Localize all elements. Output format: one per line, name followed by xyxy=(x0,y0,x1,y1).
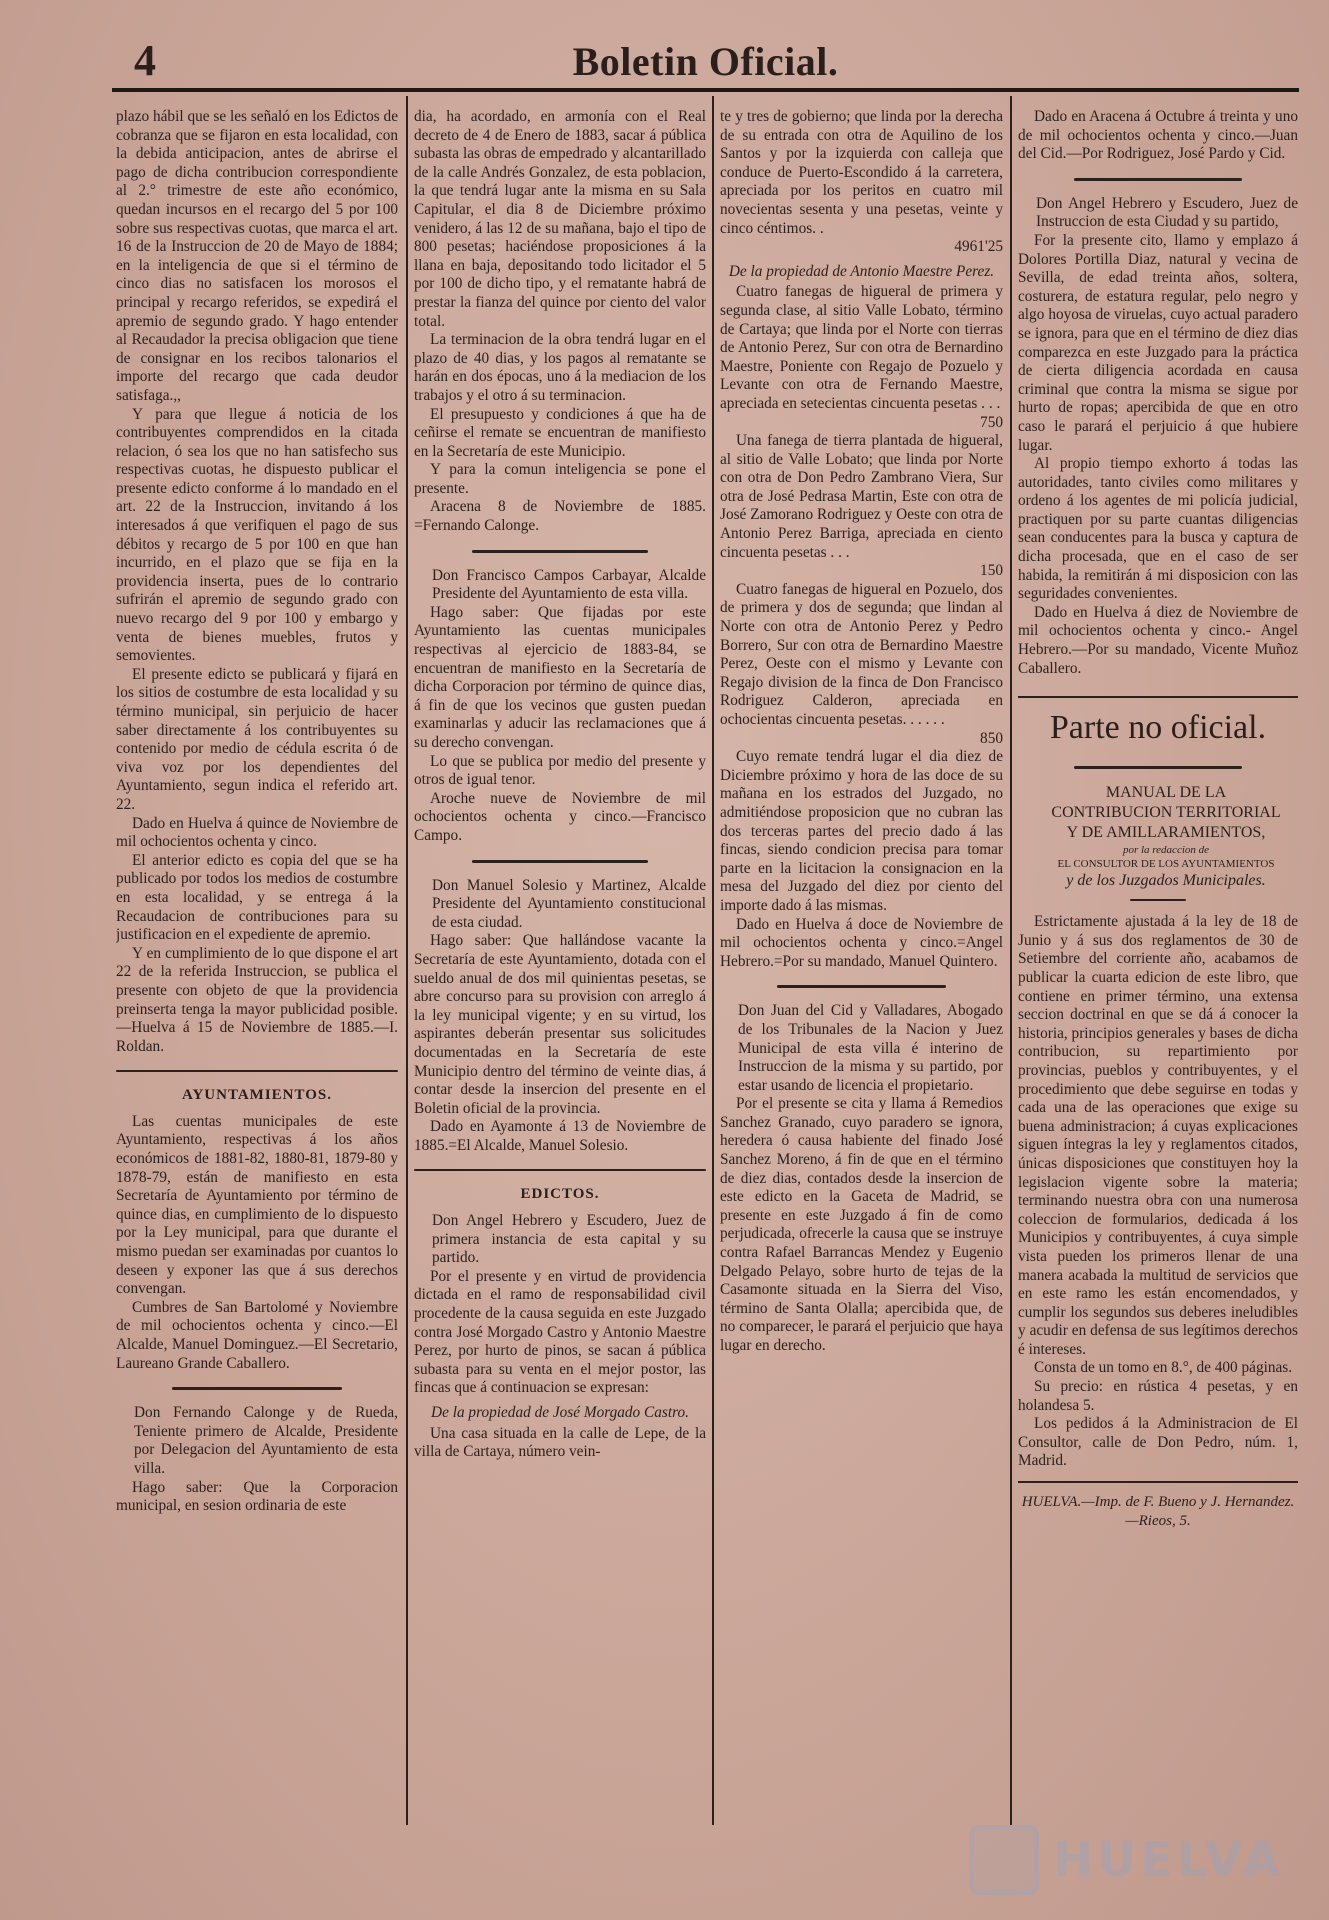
paragraph: La terminacion de la obra tendrá lugar en el plazo de 40 dias, y los pagos al rematante se harán en dos épocas, uno á la mediacion de los trabajos y el otro á su terminacion. xyxy=(414,331,706,404)
paragraph: Una fanega de tierra plantada de higueral, al sitio de Valle Lobato; que linda por Norte con otra de Don Pedro Zambrano Viera, Sur otra de José Pedrasa Martin, Este con otra de José Zamorano Rodriguez y Oeste con otra de Antonio Perez Barriga, apreciada en ciento cincuenta pesetas . . . xyxy=(720,432,1003,561)
archive-watermark xyxy=(969,1820,1309,1900)
section-rule xyxy=(1018,696,1298,698)
section-heading-edictos: EDICTOS. xyxy=(520,1186,600,1203)
amount: 850 xyxy=(980,729,1003,747)
masthead-title: Boletin Oficial. xyxy=(572,39,839,84)
section-rule xyxy=(116,1070,398,1072)
separator xyxy=(472,550,647,553)
paragraph: Los pedidos á la Administracion de El Consultor, calle de Don Pedro, núm. 1, Madrid. xyxy=(1018,1415,1298,1470)
amount: 750 xyxy=(980,413,1003,431)
header-rule xyxy=(112,88,1299,92)
manual-subtitle: por la redaccion de xyxy=(1122,844,1210,857)
paragraph: Por el presente y en virtud de providencia dictada en el ramo de responsabilidad civil procedente de la causa seguida en este Juzgado contra José Morgado Castro y Antonio Maestre Perez, por hurto de pinos, se sacan á pública subasta para su venta en el mejor postor, las fincas que á continuacion se expresan: xyxy=(414,1267,706,1397)
section-rule xyxy=(1018,1481,1298,1483)
paragraph: Dado en Aracena á Octubre á treinta y uno de mil ochocientos ochenta y cinco.—Juan del Cid.—Por Rodriguez, José Pardo y Cid. xyxy=(1018,108,1298,163)
watermark-text: HUELVA xyxy=(1053,1832,1284,1888)
subheading: De la propiedad de José Morgado Castro. xyxy=(431,1404,689,1421)
paragraph: Y para que llegue á noticia de los contribuyentes comprendidos en la citada relacion, ó sea los que no han satisfecho sus respectivas cuotas, he dispuesto publicar el presente edicto conforme á lo mandado en el art. 22 de la Instruccion, invitando á los interesados á que verifiquen el pago de sus débitos y recargo de 5 por 100 en que han incurrido, en el plazo que se fija en la providencia inserta, pues de lo contrario sufrirán el apremio de segundo grado con nuevo recargo del 9 por 100 y embargo y venta de bienes muebles, frutos y semovientes. xyxy=(116,405,398,665)
separator xyxy=(472,860,647,863)
section-rule xyxy=(414,1169,706,1171)
section-title-parte-no-oficial: Parte no oficial. xyxy=(1049,709,1267,747)
manual-title: MANUAL DE LA xyxy=(1105,784,1227,802)
column-rule xyxy=(712,96,714,1825)
paragraph: Al propio tiempo exhorto á todas las autoridades, tanto civiles como militares y ordeno á los agentes de mi policía judicial, practiquen por su parte cuantas diligencias sean conducentes para la busca y captura de dicha procesada, que en el caso de ser habida, la remitirán á mi disposicion con las seguridades convenientes. xyxy=(1018,455,1298,603)
paragraph: Aroche nueve de Noviembre de mil ochocientos ochenta y cinco.—Francisco Campo. xyxy=(414,789,706,844)
paragraph: Una casa situada en la calle de Lepe, de la villa de Cartaya, número vein- xyxy=(414,1424,706,1461)
paragraph: Su precio: en rústica 4 pesetas, y en holandesa 5. xyxy=(1018,1378,1298,1414)
paragraph: Cuyo remate tendrá lugar el dia diez de Diciembre próximo y hora de las doce de su mañana en los estrados del Juzgado, no admitiéndose proposicion que no cubran las dos terceras partes del precio dado á las fincas, siendo condicion precisa para tomar parte en la licitacion la consignacion en la mesa del Juzgado del diez por ciento del importe dado á las mismas. xyxy=(720,748,1003,914)
paragraph: Don Angel Hebrero y Escudero, Juez de primera instancia de esta capital y su partido. xyxy=(432,1212,706,1267)
paragraph: Aracena 8 de Noviembre de 1885. =Fernando Calonge. xyxy=(414,498,706,535)
separator xyxy=(1074,766,1242,769)
paragraph: Dado en Ayamonte á 13 de Noviembre de 1885.=El Alcalde, Manuel Solesio. xyxy=(414,1118,706,1154)
paragraph: Hago saber: Que hallándose vacante la Secretaría de este Ayuntamiento, dotada con el sueldo anual de dos mil quinientas pesetas, se abre concurso para su provision con arreglo á la ley municipal vigente; y en su virtud, los aspirantes deberán presentar sus solicitudes documentadas en la Secretaría de este Municipio dentro del término de veinte dias, á contar desde la insercion del presente en el Boletin oficial de la provincia. xyxy=(414,932,706,1117)
paragraph: El anterior edicto es copia del que se ha publicado por todos los medios de costumbre en esta localidad, y se entrega á la Recaudacion de contribuciones para su justificacion en el expediente de apremio. xyxy=(116,851,398,944)
subheading: De la propiedad de Antonio Maestre Perez. xyxy=(728,262,995,280)
paragraph: Consta de un tomo en 8.°, de 400 páginas. xyxy=(1034,1359,1293,1377)
paragraph: Don Manuel Solesio y Martinez, Alcalde Presidente del Ayuntamiento constitucional de esta ciudad. xyxy=(432,876,706,931)
paragraph: Cumbres de San Bartolomé y Noviembre de mil ochocientos ochenta y cinco.—El Alcalde, Manuel Dominguez.—El Secretario, Laureano Grande Caballero. xyxy=(116,1298,398,1372)
paragraph: Don Juan del Cid y Valladares, Abogado de los Tribunales de la Nacion y Juez Municipal de esta villa é interino de Instruccion de la misma y su partido, por estar usando de licencia el propietario. xyxy=(738,1002,1003,1094)
separator xyxy=(1074,178,1242,181)
section-heading-ayuntamientos: AYUNTAMIENTOS. xyxy=(181,1087,332,1104)
manual-title: Y DE AMILLARAMIENTOS, xyxy=(1066,824,1266,842)
paragraph: Estrictamente ajustada á la ley de 18 de Junio y á sus dos reglamentos de 30 de Setiembre del corriente año, acabamos de publicar la cuarta edicion de este libro, que contiene en primer término, una extensa seccion doctrinal en que se dá á conocer la historia, principios generales y bases de dicha contribucion, su repartimiento por provincias, pueblos y contribuyentes, y el procedimiento que debe seguirse en todas y cada una de las operaciones que exige su buena administracion; á cuyas explicaciones siguen íntegras la ley y reglamentos citados, únicas disposiciones que constituyen hoy la legislacion vigente sobre la materia; terminando nuestra obra con una numerosa coleccion de formularios, dedicada á los Municipios y contribuyentes, á cuya simple vista pueden los primeros llenar de una manera acabada la multitud de servicios que en este ramo les están encomendados, y cumplir los segundos sus deberes ineludibles y acudir en defensa de sus legítimos derechos é intereses. xyxy=(1018,913,1298,1358)
amount-line xyxy=(720,562,1003,581)
column-rule xyxy=(1010,96,1012,1825)
paragraph: Don Francisco Campos Carbayar, Alcalde Presidente del Ayuntamiento de esta villa. xyxy=(432,566,706,603)
manual-subtitle: y de los Juzgados Municipales. xyxy=(1066,872,1266,890)
paragraph: Cuatro fanegas de higueral de primera y segunda clase, al sitio Valle Lobato, término de Cartaya; que linda por el Norte con tierras de Antonio Perez, Sur con otra de Bernardino Maestre, Poniente con Regajo de Pozuelo y Levante con otra de Fernando Maestre, apreciada en setecientas cincuenta pesetas . . . xyxy=(720,283,1003,412)
column-2 xyxy=(414,108,706,1820)
paragraph: Hago saber: Que la Corporacion municipal, en sesion ordinaria de este xyxy=(116,1478,398,1515)
paragraph: te y tres de gobierno; que linda por la derecha de su entrada con otra de Aquilino de los Santos y por la izquierda con calleja que conduce de Puerto-Escondido á la carretera, apreciada por los peritos en cuatro mil novecientas sesenta y una pesetas, veinte y cinco céntimos. . xyxy=(720,108,1003,237)
manual-subtitle: EL CONSULTOR DE LOS AYUNTAMIENTOS xyxy=(1057,858,1275,871)
column-rule xyxy=(406,96,408,1825)
paragraph: Dado en Huelva á diez de Noviembre de mil ochocientos ochenta y cinco.- Angel Hebrero.—Por su mandado, Vicente Muñoz Caballero. xyxy=(1018,603,1298,677)
paragraph: For la presente cito, llamo y emplazo á Dolores Portilla Diaz, natural y vecina de Sevilla, de edad treinta años, soltera, costurera, de estatura regular, pelo negro y algo hoyosa de viruelas, cuyo actual paradero se ignora, para que en el término de diez dias comparezca en este Juzgado para la práctica de cierta diligencia acordada en causa criminal que contra la misma se sigue por hurto de ropas; apercibida de que en otro caso le parará el perjuicio á que hubiere lugar. xyxy=(1018,231,1298,454)
paragraph: Y en cumplimiento de lo que dispone el art 22 de la referida Instruccion, se publica el presente con objeto de que la providencia preinserta tenga la mayor publicidad posible.—Huelva á 15 de Noviembre de 1885.—I. Roldan. xyxy=(116,944,398,1055)
paragraph: dia, ha acordado, en armonía con el Real decreto de 4 de Enero de 1883, sacar á pública subasta las obras de empedrado y alcantarillado de la calle Andrés Gonzalez, de esta poblacion, la que tendrá lugar ante la misma en su Sala Capitular, el dia 8 de Diciembre próximo venidero, á las 12 de su mañana, bajo el tipo de 800 pesetas; haciéndose proposiciones á la llana en baja, depositando todo licitador el 5 por 100 de dicho tipo, y el rematante habrá de prestar la fianza del quince por ciento del valor total. xyxy=(414,108,706,330)
amount: 4961'25 xyxy=(954,238,1003,256)
separator xyxy=(1130,899,1186,901)
paragraph: El presupuesto y condiciones á que ha de ceñirse el remate se encuentran de manifiesto en la Secretaría de este Municipio. xyxy=(414,405,706,460)
amount-line xyxy=(720,730,1003,749)
separator xyxy=(172,1387,341,1390)
paragraph: Por el presente se cita y llama á Remedios Sanchez Granado, cuyo paradero se ignora, heredera ó causa habiente del finado José Sanchez Moreno, á fin de que en el término de diez dias, contados desde la insercion de este edicto en la Gaceta de Madrid, se presente en este Juzgado á fin de como perjudicada, ofrecerle la causa que se instruye contra Rafael Barrancas Mendez y Eugenio Delgado Pelayo, sobre hurto de tejas de la Casamonte situada en la Sierra del Viso, término de Santa Olalla; apercibida que, de no comparecer, le parará el perjuicio que haya lugar en derecho. xyxy=(720,1095,1003,1354)
amount: 150 xyxy=(980,562,1003,580)
coat-of-arms-icon xyxy=(969,1825,1039,1895)
paragraph: Lo que se publica por medio del presente y otros de igual tenor. xyxy=(414,752,706,789)
paragraph: Hago saber: Que fijadas por este Ayuntamiento las cuentas municipales respectivas al ejercicio de 1883-84, se encuentran de manifiesto en la Secretaría de dicha Corporacion por término de quince dias, á fin de que los vecinos que gusten puedan examinarlas y aducir las reclamaciones que á su derecho convengan. xyxy=(414,603,706,751)
paragraph: Don Angel Hebrero y Escudero, Juez de Instruccion de esta Ciudad y su partido, xyxy=(1036,194,1298,231)
amount-line xyxy=(720,414,1003,433)
page-number: 4 xyxy=(134,36,156,85)
paragraph: Don Fernando Calonge y de Rueda, Teniente primero de Alcalde, Presidente por Delegacion del Ayuntamiento de esta villa. xyxy=(134,1404,398,1477)
paragraph: Las cuentas municipales de este Ayuntamiento, respectivas á los años económicos de 1881-82, 1880-81, 1879-80 y 1878-79, están de manifiesto en esta Secretaría de Ayuntamiento por término de quince dias, en cumplimiento de lo dispuesto por la Ley municipal, para que durante el mismo puedan ser examinadas por cuantos lo deseen y exponer las que á sus derechos convengan. xyxy=(116,1112,398,1298)
imprint: HUELVA.—Imp. de F. Bueno y J. Hernandez.—Rieos, 5. xyxy=(1021,1494,1295,1529)
column-3 xyxy=(720,108,1003,1820)
column-1 xyxy=(116,108,398,1820)
page-header xyxy=(112,30,1299,90)
paragraph: Cuatro fanegas de higueral en Pozuelo, dos de primera y dos de segunda; que lindan al Norte con otra de Antonio Perez y Pedro Borrero, Sur con otra de Bernardino Maestre Perez, Oeste con el mismo y Levante con Regajo division de la finca de Don Francisco Rodriguez Calderon, apreciada en ochocientas cincuenta pesetas. . . . . . xyxy=(720,580,1003,728)
paragraph: Dado en Huelva á quince de Noviembre de mil ochocientos ochenta y cinco. xyxy=(116,814,398,851)
amount-line xyxy=(720,238,1003,257)
separator xyxy=(777,985,947,988)
paragraph: El presente edicto se publicará y fijará en los sitios de costumbre de esta localidad y su término municipal, sin perjuicio de hacer saber directamente á los contribuyentes su contenido por medio de cédula escrita ó de viva voz por los dependientes del Ayuntamiento, segun indica el referido art. 22. xyxy=(116,665,398,813)
paragraph: Dado en Huelva á doce de Noviembre de mil ochocientos ochenta y cinco.=Angel Hebrero.=Por su mandado, Manuel Quintero. xyxy=(720,915,1003,970)
paragraph: plazo hábil que se les señaló en los Edictos de cobranza que se fijaron en esta localidad, con la debida anticipacion, antes de abrirse el pago de dicha contribucion correspondiente al 2.° trimestre de este año económico, quedan incursos en el recargo del 5 por 100 sobre sus respectivas cuotas, que marca el art. 16 de la Instruccion de 20 de Mayo de 1884; en la inteligencia de que si el término de cinco dias no satisfacen los morosos el principal y recargo referidos, se expedirá el apremio de segundo grado. Y hago entender al Recaudador la precisa obligacion que tiene de consignar en los recibos talonarios el importe del recargo que cada deudor satisfaga.,, xyxy=(116,108,398,404)
column-4 xyxy=(1018,108,1298,1820)
manual-title: CONTRIBUCION TERRITORIAL xyxy=(1051,804,1281,822)
paragraph: Y para la comun inteligencia se pone el presente. xyxy=(414,461,706,497)
